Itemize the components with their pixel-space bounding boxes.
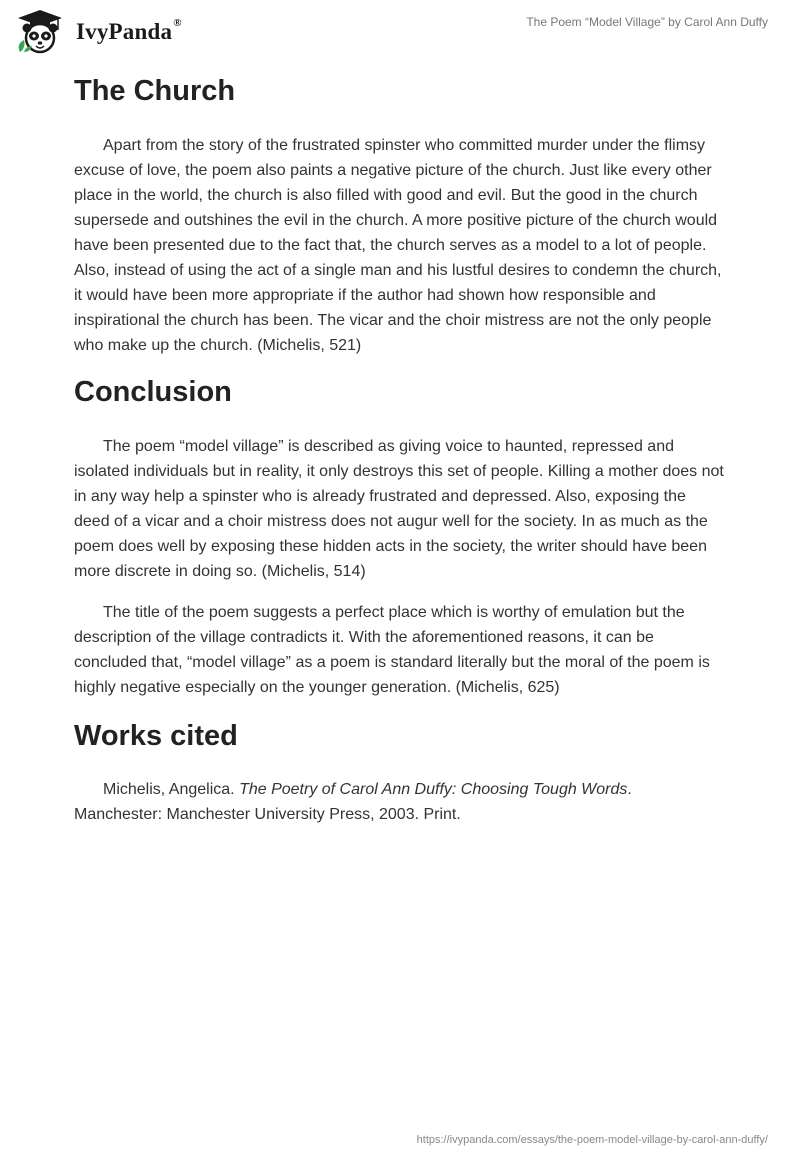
- source-url[interactable]: https://ivypanda.com/essays/the-poem-model-village-by-carol-ann-duffy/: [416, 1134, 768, 1146]
- brand-logo[interactable]: [14, 8, 182, 56]
- page-header: [0, 0, 800, 64]
- paragraph-conclusion-1: The poem “model village” is described as giving voice to haunted, repressed and isolated individuals but in reality, it only destroys this set of people. Killing a mother does not in any way help a spinster who is already frustrated and depressed. Also, exposing the deed of a vicar and a choir mistress does not augur well for the society. In as much as the poem does well by exposing these hidden acts in the society, the writer should have been more discrete in doing so. (Michelis, 514): [74, 438, 724, 580]
- paragraph-conclusion-2: The title of the poem suggests a perfect place which is worthy of emulation but the description of the village contradicts it. With the aforementioned reasons, it can be concluded that, “model village” as a poem is standard literally but the moral of the poem is highly negative especially on the younger generation. (Michelis, 625): [74, 604, 710, 696]
- brand-name: IvyPanda®: [76, 17, 182, 44]
- citation-author: Michelis, Angelica.: [103, 781, 240, 798]
- works-cited-entry: [74, 777, 724, 827]
- paragraph-church: Apart from the story of the frustrated spinster who committed murder under the flimsy excuse of love, the poem also paints a negative picture of the church. Just like every other place in the world, the church is also filled with good and evil. But the good in the church supersede and outshines the evil in the church. A more positive picture of the church would have been presented due to the fact that, the church serves as a model to a lot of people. Also, instead of using the act of a single man and his lustful desires to condemn the church, it would have been more appropriate if the author had shown how responsible and inspirational the church has been. The vicar and the choir mistress are not the only people who make up the church. (Michelis, 521): [74, 137, 722, 354]
- section-heading-works-cited: Works cited: [74, 720, 238, 752]
- section-heading-church: The Church: [74, 75, 236, 107]
- panda-graduate-icon: [14, 8, 66, 56]
- citation-publication: . Manchester: Manchester University Press, 2003. Print.: [74, 781, 632, 823]
- citation-title: The Poetry of Carol Ann Duffy: Choosing Tough Words: [239, 781, 628, 798]
- running-title: The Poem “Model Village” by Carol Ann Duffy: [526, 15, 768, 29]
- section-heading-conclusion: Conclusion: [74, 376, 232, 408]
